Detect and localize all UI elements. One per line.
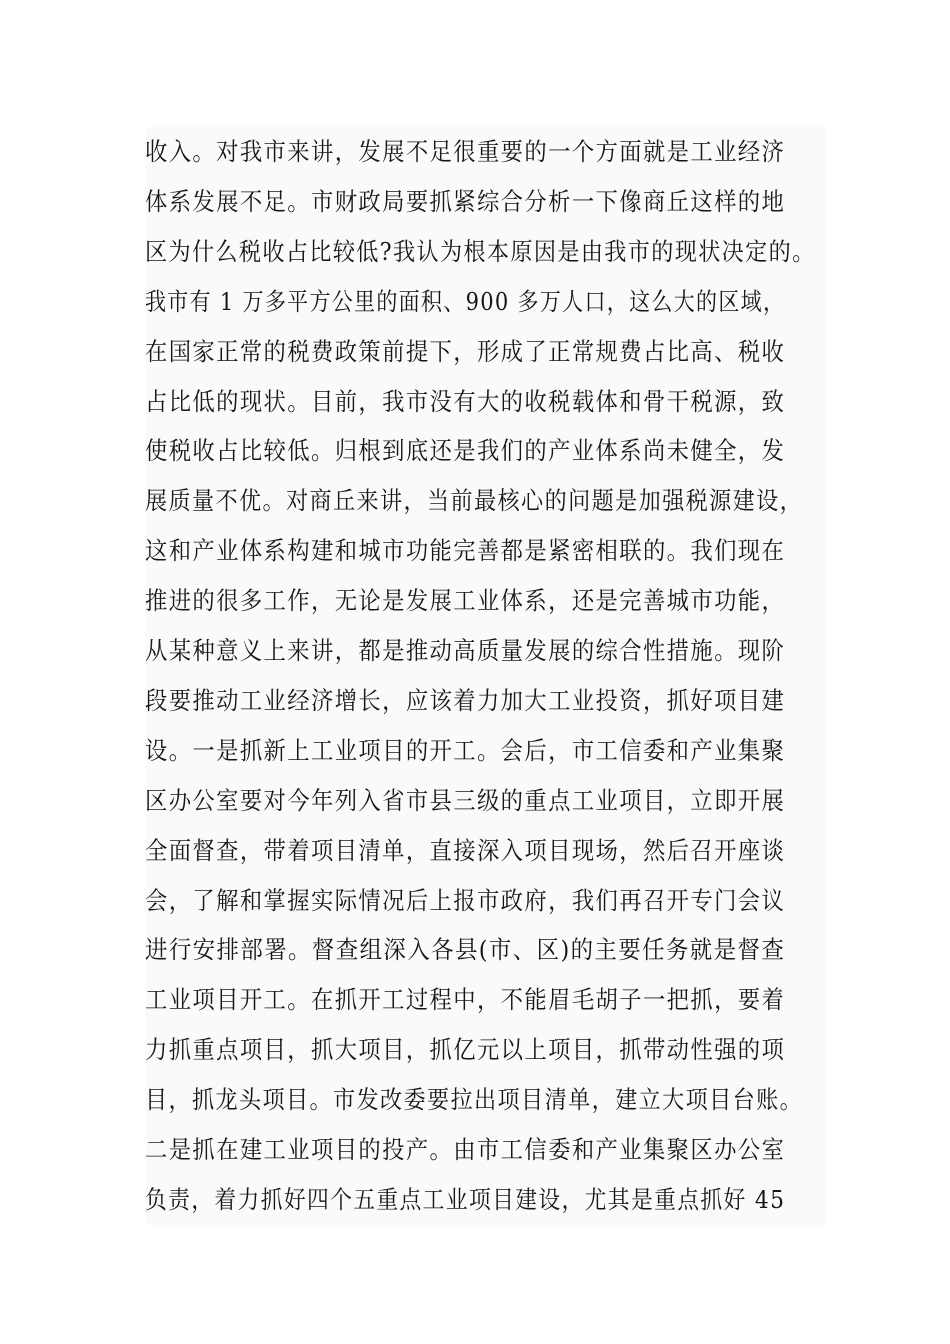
text-line: 体系发展不足。市财政局要抓紧综合分析一下像商丘这样的地 bbox=[145, 186, 786, 216]
text-line: 区为什么税收占比较低?我认为根本原因是由我市的现状决定的。 bbox=[145, 236, 816, 266]
text-line: 目，抓龙头项目。市发改委要拉出项目清单，建立大项目台账。 bbox=[145, 1085, 804, 1115]
text-line: 区办公室要对今年列入省市县三级的重点工业项目，立即开展 bbox=[145, 785, 786, 815]
text-line: 工业项目开工。在抓开工过程中，不能眉毛胡子一把抓，要着 bbox=[145, 985, 786, 1015]
text-line: 推进的很多工作，无论是发展工业体系，还是完善城市功能， bbox=[145, 586, 786, 616]
text-line: 全面督查，带着项目清单，直接深入项目现场，然后召开座谈 bbox=[145, 835, 786, 865]
text-line: 收入。对我市来讲，发展不足很重要的一个方面就是工业经济 bbox=[145, 137, 786, 166]
text-line: 这和产业体系构建和城市功能完善都是紧密相联的。我们现在 bbox=[145, 536, 786, 566]
text-line: 会，了解和掌握实际情况后上报市政府，我们再召开专门会议 bbox=[145, 885, 786, 915]
text-line: 力抓重点项目，抓大项目，抓亿元以上项目，抓带动性强的项 bbox=[145, 1035, 786, 1065]
text-line: 段要推动工业经济增长，应该着力加大工业投资，抓好项目建 bbox=[145, 685, 786, 715]
text-line: 从某种意义上来讲，都是推动高质量发展的综合性措施。现阶 bbox=[145, 636, 786, 665]
text-line: 展质量不优。对商丘来讲，当前最核心的问题是加强税源建设， bbox=[145, 486, 804, 516]
text-line: 进行安排部署。督查组深入各县(市、区)的主要任务就是督查 bbox=[145, 935, 786, 965]
text-line: 负责，着力抓好四个五重点工业项目建设，尤其是重点抓好 45 bbox=[145, 1184, 786, 1214]
text-line: 在国家正常的税费政策前提下，形成了正常规费占比高、税收 bbox=[145, 336, 786, 366]
text-line: 占比低的现状。目前，我市没有大的收税载体和骨干税源，致 bbox=[145, 386, 786, 416]
text-line: 我市有 1 万多平方公里的面积、900 多万人口，这么大的区域， bbox=[145, 286, 786, 316]
text-line: 使税收占比较低。归根到底还是我们的产业体系尚未健全，发 bbox=[145, 436, 786, 466]
text-line: 设。一是抓新上工业项目的开工。会后，市工信委和产业集聚 bbox=[145, 735, 786, 765]
text-line: 二是抓在建工业项目的投产。由市工信委和产业集聚区办公室 bbox=[145, 1135, 786, 1164]
